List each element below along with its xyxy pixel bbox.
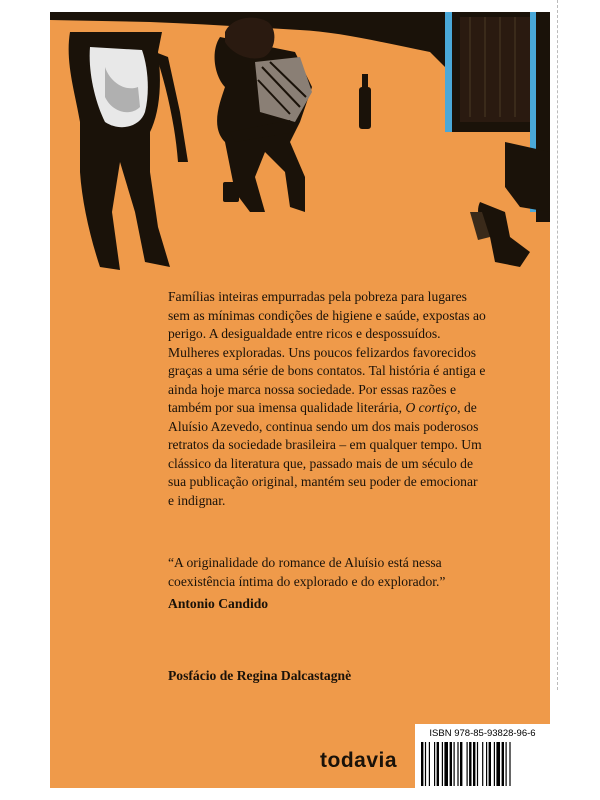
barcode	[415, 724, 550, 788]
cut-guide-line	[557, 0, 558, 690]
critic-quote	[168, 554, 468, 614]
workers-scene-illustration	[50, 12, 550, 277]
isbn-text: ISBN 978-85-93828-96-6	[429, 728, 536, 739]
book-title-italic: O cortiço	[405, 400, 458, 415]
quote-author: Antonio Candido	[168, 596, 269, 611]
publisher-logo: todavia	[320, 749, 398, 772]
barcode-icon	[421, 742, 544, 786]
book-back-cover	[50, 12, 550, 788]
synopsis-paragraph	[168, 288, 486, 510]
synopsis-text-part2: , de Aluísio Azevedo, continua sendo um dos mais poderosos retratos da sociedade brasileira – em qualquer tempo. Um clássico da literatura que, passado mais de um século de sua publicação original, mantém seu poder de emocionar e indignar.	[168, 400, 482, 508]
afterword-credit: Posfácio de Regina Dalcastagnè	[168, 668, 352, 683]
synopsis-text-part1: Famílias inteiras empurradas pela pobreza para lugares sem as mínimas condições de higiene e saúde, expostas ao perigo. A desigualdade entre ricos e despossuídos. Mulheres exploradas. Uns poucos felizardos favorecidos graças a uma série de bons contatos. Tal história é antiga e ainda hoje marca nossa sociedade. Por essas razões e também por sua imensa qualidade literária,	[168, 289, 486, 415]
quote-text: “A originalidade do romance de Aluísio está nessa coexistência íntima do explorado e do explorador.”	[168, 555, 446, 589]
